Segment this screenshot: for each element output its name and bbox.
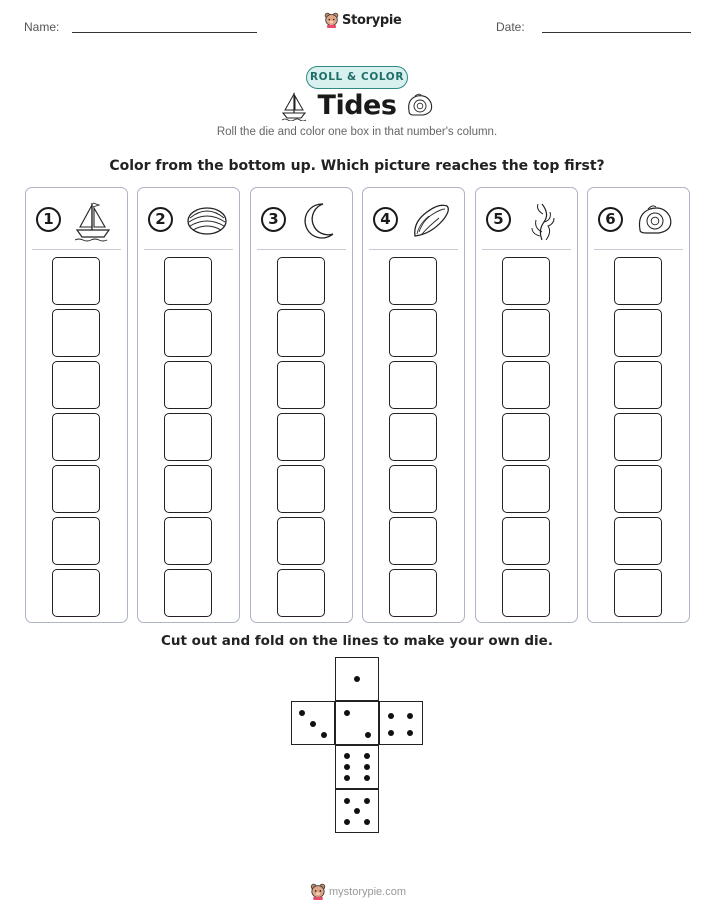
color-box[interactable] — [389, 413, 437, 461]
color-box[interactable] — [277, 361, 325, 409]
die-pip — [344, 764, 350, 770]
column-3 — [250, 187, 353, 623]
color-box[interactable] — [389, 517, 437, 565]
column-number: 2 — [148, 207, 173, 232]
column-number: 5 — [486, 207, 511, 232]
die-pip — [364, 819, 370, 825]
color-box[interactable] — [614, 413, 662, 461]
die-pip — [407, 713, 413, 719]
die-pip — [344, 775, 350, 781]
die-face-5 — [335, 789, 379, 833]
color-box[interactable] — [277, 517, 325, 565]
brand-name: Storypie — [342, 12, 402, 28]
color-box[interactable] — [52, 413, 100, 461]
color-box[interactable] — [502, 413, 550, 461]
color-box[interactable] — [164, 569, 212, 617]
color-box[interactable] — [164, 361, 212, 409]
color-box[interactable] — [502, 309, 550, 357]
color-box[interactable] — [277, 257, 325, 305]
footer-url[interactable]: mystorypie.com — [329, 885, 407, 898]
color-box[interactable] — [502, 569, 550, 617]
brand-logo — [324, 12, 402, 28]
die-face-6 — [335, 745, 379, 789]
clam-shell-icon — [184, 200, 228, 242]
column-1 — [25, 187, 128, 623]
color-box[interactable] — [614, 309, 662, 357]
name-label: Name: — [24, 20, 60, 34]
column-header — [594, 198, 683, 250]
color-box[interactable] — [389, 309, 437, 357]
color-box[interactable] — [389, 465, 437, 513]
die-pip — [344, 710, 350, 716]
color-box[interactable] — [277, 413, 325, 461]
column-header — [144, 198, 233, 250]
color-box[interactable] — [389, 257, 437, 305]
column-4 — [362, 187, 465, 623]
sailboat-icon — [72, 200, 116, 242]
color-box[interactable] — [164, 465, 212, 513]
column-number: 3 — [261, 207, 286, 232]
die-pip — [388, 730, 394, 736]
die-face-4 — [379, 701, 423, 745]
column-number: 6 — [598, 207, 623, 232]
die-pip — [354, 676, 360, 682]
column-header — [32, 198, 121, 250]
die-pip — [344, 753, 350, 759]
activity-badge: ROLL & COLOR — [306, 66, 408, 89]
die-pip — [299, 710, 305, 716]
color-box[interactable] — [389, 569, 437, 617]
die-pip — [388, 713, 394, 719]
bear-mascot-icon — [324, 12, 339, 28]
color-box[interactable] — [502, 517, 550, 565]
color-box[interactable] — [52, 569, 100, 617]
color-box[interactable] — [502, 465, 550, 513]
cut-instruction: Cut out and fold on the lines to make your own die. — [161, 633, 553, 649]
color-box[interactable] — [614, 517, 662, 565]
footer — [310, 883, 406, 900]
column-header — [369, 198, 458, 250]
color-box[interactable] — [52, 517, 100, 565]
date-label: Date: — [496, 20, 525, 34]
color-box[interactable] — [164, 257, 212, 305]
bear-mascot-icon — [310, 883, 326, 900]
color-box[interactable] — [52, 257, 100, 305]
instruction: Color from the bottom up. Which picture reaches the top first? — [109, 158, 605, 174]
date-line[interactable] — [542, 32, 691, 33]
die-pip — [364, 753, 370, 759]
color-box[interactable] — [277, 465, 325, 513]
color-box[interactable] — [502, 361, 550, 409]
page-title: Tides — [317, 90, 397, 121]
column-number: 1 — [36, 207, 61, 232]
snail-shell-icon — [405, 91, 435, 119]
die-pip — [321, 732, 327, 738]
column-header — [257, 198, 346, 250]
color-box[interactable] — [277, 569, 325, 617]
color-box[interactable] — [52, 465, 100, 513]
column-5 — [475, 187, 578, 623]
subtitle: Roll the die and color one box in that number's column. — [216, 126, 498, 138]
color-box[interactable] — [277, 309, 325, 357]
seaweed-icon — [522, 200, 566, 242]
die-pip — [354, 808, 360, 814]
die-pip — [364, 798, 370, 804]
column-6 — [587, 187, 690, 623]
die-pip — [310, 721, 316, 727]
die-pip — [407, 730, 413, 736]
name-line[interactable] — [72, 32, 257, 33]
column-2 — [137, 187, 240, 623]
color-box[interactable] — [614, 257, 662, 305]
die-pip — [364, 775, 370, 781]
color-box[interactable] — [164, 309, 212, 357]
die-pip — [344, 798, 350, 804]
color-box[interactable] — [614, 569, 662, 617]
die-face-1 — [335, 657, 379, 701]
color-box[interactable] — [52, 309, 100, 357]
column-number: 4 — [373, 207, 398, 232]
mussel-icon — [409, 200, 453, 242]
snail-shell-icon — [634, 200, 678, 242]
color-box[interactable] — [614, 361, 662, 409]
color-box[interactable] — [52, 361, 100, 409]
color-box[interactable] — [502, 257, 550, 305]
color-box[interactable] — [164, 517, 212, 565]
die-face-3 — [291, 701, 335, 745]
crescent-moon-icon — [297, 200, 341, 242]
die-pip — [344, 819, 350, 825]
column-header — [482, 198, 571, 250]
color-box[interactable] — [164, 413, 212, 461]
die-pip — [364, 764, 370, 770]
color-box[interactable] — [614, 465, 662, 513]
die-face-1 — [335, 701, 379, 745]
die-pip — [365, 732, 371, 738]
color-box[interactable] — [389, 361, 437, 409]
